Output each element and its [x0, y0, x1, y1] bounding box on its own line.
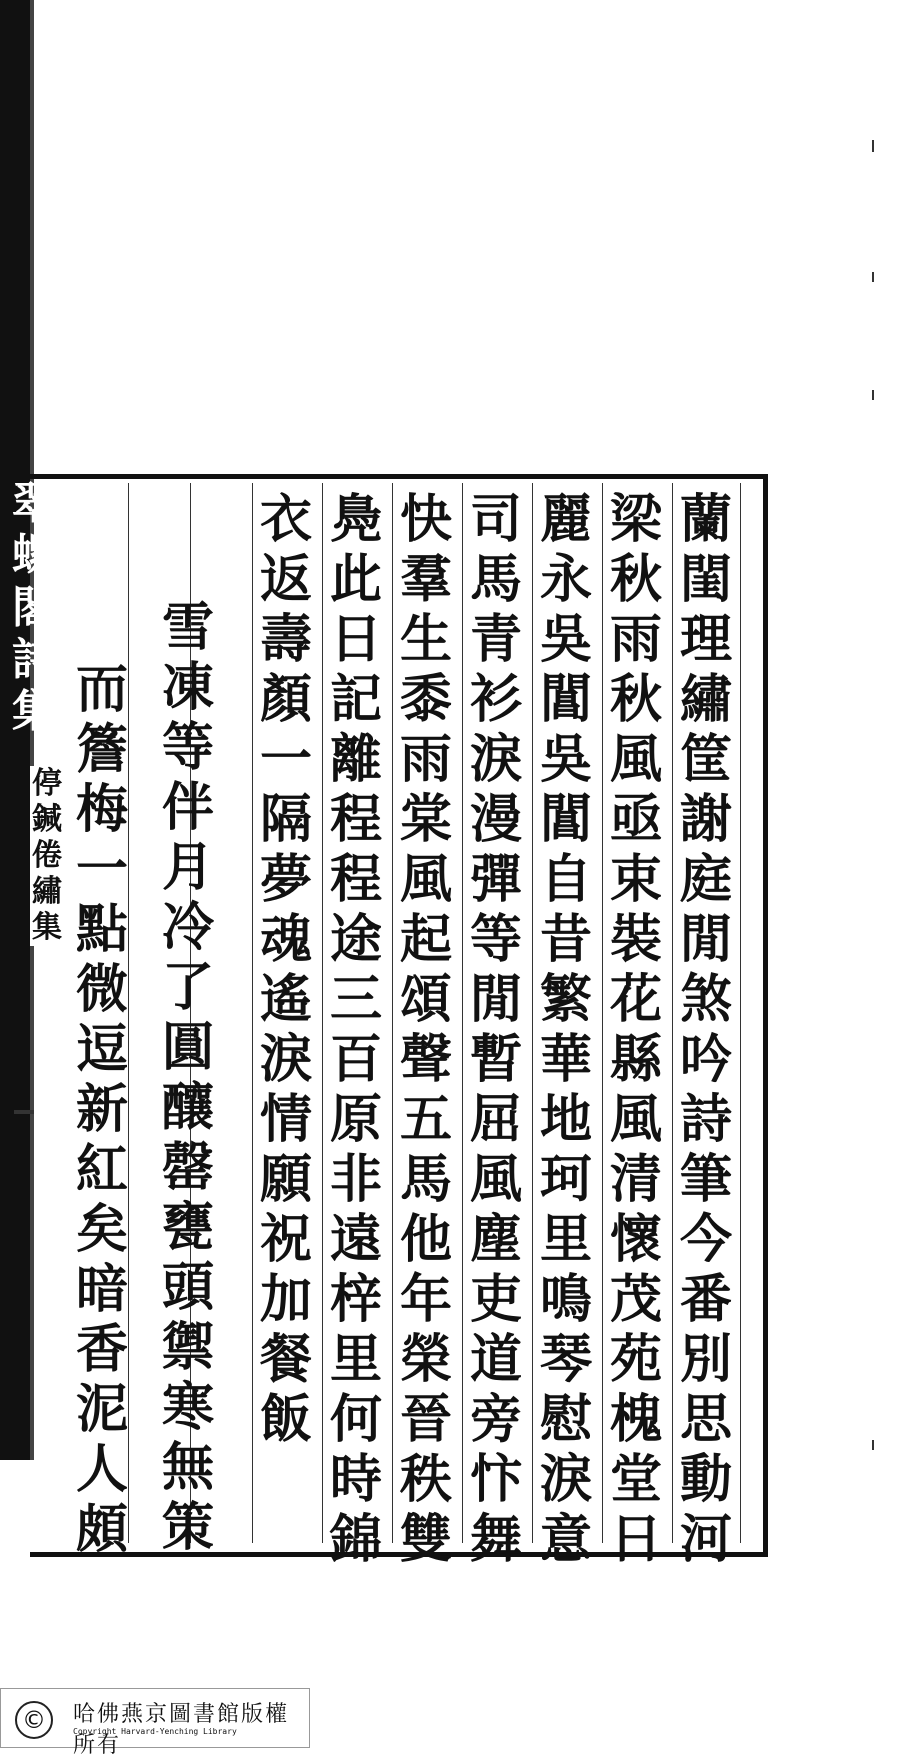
glyph: 點: [75, 899, 128, 960]
glyph: 繁: [539, 969, 592, 1030]
glyph: 華: [539, 1029, 592, 1090]
glyph: 里: [329, 1329, 382, 1390]
glyph: 清: [609, 1149, 662, 1210]
glyph: 梓: [329, 1269, 382, 1330]
glyph: 逗: [75, 1019, 128, 1080]
glyph: 理: [679, 609, 732, 670]
glyph: 策: [161, 1497, 214, 1558]
glyph: 人: [75, 1439, 128, 1500]
column-rule: [602, 483, 603, 1543]
glyph: 程: [329, 789, 382, 850]
glyph: 槐: [609, 1389, 662, 1450]
glyph: 束: [609, 849, 662, 910]
glyph: 淚: [469, 729, 522, 790]
glyph: 別: [679, 1329, 732, 1390]
glyph: 頭: [161, 1257, 214, 1318]
glyph: 風: [469, 1149, 522, 1210]
glyph: 鳴: [539, 1269, 592, 1330]
glyph: 閨: [679, 549, 732, 610]
glyph: 罄: [161, 1137, 214, 1198]
glyph: 一: [75, 839, 128, 900]
glyph: 堂: [609, 1449, 662, 1510]
glyph: 閒: [469, 969, 522, 1030]
glyph: 錦: [329, 1509, 382, 1570]
glyph: 倦: [32, 838, 62, 873]
text-column-1: [676, 490, 736, 1570]
glyph: 珂: [539, 1149, 592, 1210]
glyph: 時: [329, 1449, 382, 1510]
glyph: 筐: [679, 729, 732, 790]
text-column-6: [326, 490, 386, 1570]
glyph: 筆: [679, 1149, 732, 1210]
glyph: 動: [679, 1449, 732, 1510]
glyph: 漫: [469, 789, 522, 850]
glyph: 秋: [609, 669, 662, 730]
text-column-9: [72, 660, 132, 1560]
text-column-5: [396, 490, 456, 1570]
glyph: 閒: [679, 909, 732, 970]
glyph: 雪: [161, 597, 214, 658]
glyph: 餐: [259, 1329, 312, 1390]
glyph: 吟: [679, 1029, 732, 1090]
glyph: 番: [679, 1269, 732, 1330]
glyph: 冷: [161, 897, 214, 958]
glyph: 亟: [609, 789, 662, 850]
glyph: 加: [259, 1269, 312, 1330]
glyph: 壽: [259, 609, 312, 670]
glyph: 新: [75, 1079, 128, 1140]
glyph: 而: [75, 659, 128, 720]
book-title-marginal: [6, 478, 62, 738]
glyph: 原: [329, 1089, 382, 1150]
glyph: 快: [399, 489, 452, 550]
glyph: 吳: [539, 729, 592, 790]
glyph: 閣: [12, 582, 56, 633]
glyph: 停: [32, 766, 62, 801]
glyph: 自: [539, 849, 592, 910]
stray-mark: [872, 1440, 874, 1450]
glyph: 隔: [259, 789, 312, 850]
glyph: 閶: [539, 669, 592, 730]
glyph: 禦: [161, 1317, 214, 1378]
glyph: 月: [161, 837, 214, 898]
column-rule: [532, 483, 533, 1543]
glyph: 螺: [12, 530, 56, 581]
glyph: 煞: [679, 969, 732, 1030]
glyph: 紅: [75, 1139, 128, 1200]
glyph: 生: [399, 609, 452, 670]
glyph: 顏: [259, 669, 312, 730]
copyright-icon: ©: [15, 1701, 53, 1739]
stray-mark: [14, 1110, 34, 1114]
glyph: 矣: [75, 1199, 128, 1260]
text-column-8: [158, 598, 218, 1558]
glyph: 屈: [469, 1089, 522, 1150]
column-rule: [322, 483, 323, 1543]
glyph: 頌: [399, 969, 452, 1030]
glyph: 棠: [399, 789, 452, 850]
glyph: 懷: [609, 1209, 662, 1270]
glyph: 羣: [399, 549, 452, 610]
column-rule: [252, 483, 253, 1543]
glyph: 榮: [399, 1329, 452, 1390]
glyph: 非: [329, 1149, 382, 1210]
glyph: 麗: [539, 489, 592, 550]
glyph: 甕: [161, 1197, 214, 1258]
glyph: 年: [399, 1269, 452, 1330]
glyph: 鍼: [32, 802, 62, 837]
glyph: 詩: [679, 1089, 732, 1150]
glyph: 集: [12, 686, 56, 737]
glyph: 日: [329, 609, 382, 670]
glyph: 雨: [609, 609, 662, 670]
glyph: 香: [75, 1319, 128, 1380]
glyph: 暗: [75, 1259, 128, 1320]
glyph: 飯: [259, 1389, 312, 1450]
collection-title-marginal: [30, 766, 64, 946]
glyph: 繡: [679, 669, 732, 730]
glyph: 願: [259, 1149, 312, 1210]
glyph: 程: [329, 849, 382, 910]
glyph: 今: [679, 1209, 732, 1270]
glyph: 花: [609, 969, 662, 1030]
glyph: 地: [539, 1089, 592, 1150]
glyph: 吏: [469, 1269, 522, 1330]
glyph: 風: [399, 849, 452, 910]
glyph: 寒: [161, 1377, 214, 1438]
stray-mark: [872, 140, 874, 152]
glyph: 吳: [539, 609, 592, 670]
glyph: 何: [329, 1389, 382, 1450]
glyph: 日: [609, 1509, 662, 1570]
glyph: 伴: [161, 777, 214, 838]
glyph: 微: [75, 959, 128, 1020]
copyright-watermark: [0, 1688, 310, 1758]
glyph: 離: [329, 729, 382, 790]
glyph: 黍: [399, 669, 452, 730]
glyph: 泥: [75, 1379, 128, 1440]
glyph: 彈: [469, 849, 522, 910]
column-rule: [462, 483, 463, 1543]
glyph: 苑: [609, 1329, 662, 1390]
glyph: 祝: [259, 1209, 312, 1270]
glyph: 雨: [399, 729, 452, 790]
glyph: 簷: [75, 719, 128, 780]
glyph: 了: [161, 957, 214, 1018]
glyph: 縣: [609, 1029, 662, 1090]
glyph: 遙: [259, 969, 312, 1030]
text-column-3: [536, 490, 596, 1570]
glyph: 記: [329, 669, 382, 730]
glyph: 思: [679, 1389, 732, 1450]
glyph: 釀: [161, 1077, 214, 1138]
glyph: 五: [399, 1089, 452, 1150]
glyph: 暫: [469, 1029, 522, 1090]
glyph: 昔: [539, 909, 592, 970]
glyph: 魂: [259, 909, 312, 970]
glyph: 謝: [679, 789, 732, 850]
glyph: 秋: [609, 549, 662, 610]
glyph: 晉: [399, 1389, 452, 1450]
glyph: 凍: [161, 657, 214, 718]
glyph: 庭: [679, 849, 732, 910]
glyph: 秩: [399, 1449, 452, 1510]
glyph: 道: [469, 1329, 522, 1390]
glyph: 淚: [259, 1029, 312, 1090]
stray-mark: [872, 390, 874, 400]
glyph: 百: [329, 1029, 382, 1090]
glyph: 琴: [539, 1329, 592, 1390]
column-rule: [672, 483, 673, 1543]
glyph: 裝: [609, 909, 662, 970]
glyph: 梁: [609, 489, 662, 550]
glyph: 翠: [12, 478, 56, 529]
column-rule: [392, 483, 393, 1543]
glyph: 繡: [32, 874, 62, 909]
glyph: 圓: [161, 1017, 214, 1078]
glyph: 情: [259, 1089, 312, 1150]
text-column-2: [606, 490, 666, 1570]
glyph: 忭: [469, 1449, 522, 1510]
glyph: 鳧: [329, 489, 382, 550]
glyph: 三: [329, 969, 382, 1030]
glyph: 永: [539, 549, 592, 610]
stray-mark: [872, 272, 874, 282]
glyph: 衣: [259, 489, 312, 550]
glyph: 他: [399, 1209, 452, 1270]
glyph: 風: [609, 729, 662, 790]
glyph: 茂: [609, 1269, 662, 1330]
glyph: 聲: [399, 1029, 452, 1090]
glyph: 里: [539, 1209, 592, 1270]
glyph: 此: [329, 549, 382, 610]
glyph: 起: [399, 909, 452, 970]
glyph: 詩: [12, 634, 56, 685]
glyph: 閶: [539, 789, 592, 850]
text-column-7: [256, 490, 316, 1450]
glyph: 遠: [329, 1209, 382, 1270]
glyph: 衫: [469, 669, 522, 730]
glyph: 慰: [539, 1389, 592, 1450]
glyph: 河: [679, 1509, 732, 1570]
glyph: 等: [161, 717, 214, 778]
glyph: 雙: [399, 1509, 452, 1570]
glyph: 一: [259, 729, 312, 790]
glyph: 梅: [75, 779, 128, 840]
glyph: 意: [539, 1509, 592, 1570]
glyph: 返: [259, 549, 312, 610]
text-column-4: [466, 490, 526, 1570]
glyph: 塵: [469, 1209, 522, 1270]
glyph: 舞: [469, 1509, 522, 1570]
glyph: 馬: [399, 1149, 452, 1210]
glyph: 旁: [469, 1389, 522, 1450]
glyph: 夢: [259, 849, 312, 910]
glyph: 蘭: [679, 489, 732, 550]
glyph: 司: [469, 489, 522, 550]
column-rule: [740, 483, 741, 1543]
glyph: 等: [469, 909, 522, 970]
glyph: 淚: [539, 1449, 592, 1510]
glyph: 馬: [469, 549, 522, 610]
glyph: 集: [32, 910, 62, 945]
watermark-title: 哈佛燕京圖書館版權所有: [73, 1702, 290, 1758]
glyph: 頗: [75, 1499, 128, 1560]
glyph: 風: [609, 1089, 662, 1150]
glyph: 無: [161, 1437, 214, 1498]
glyph: 青: [469, 609, 522, 670]
watermark-subtitle: Copyright Harvard-Yenching Library: [73, 1727, 237, 1736]
glyph: 途: [329, 909, 382, 970]
